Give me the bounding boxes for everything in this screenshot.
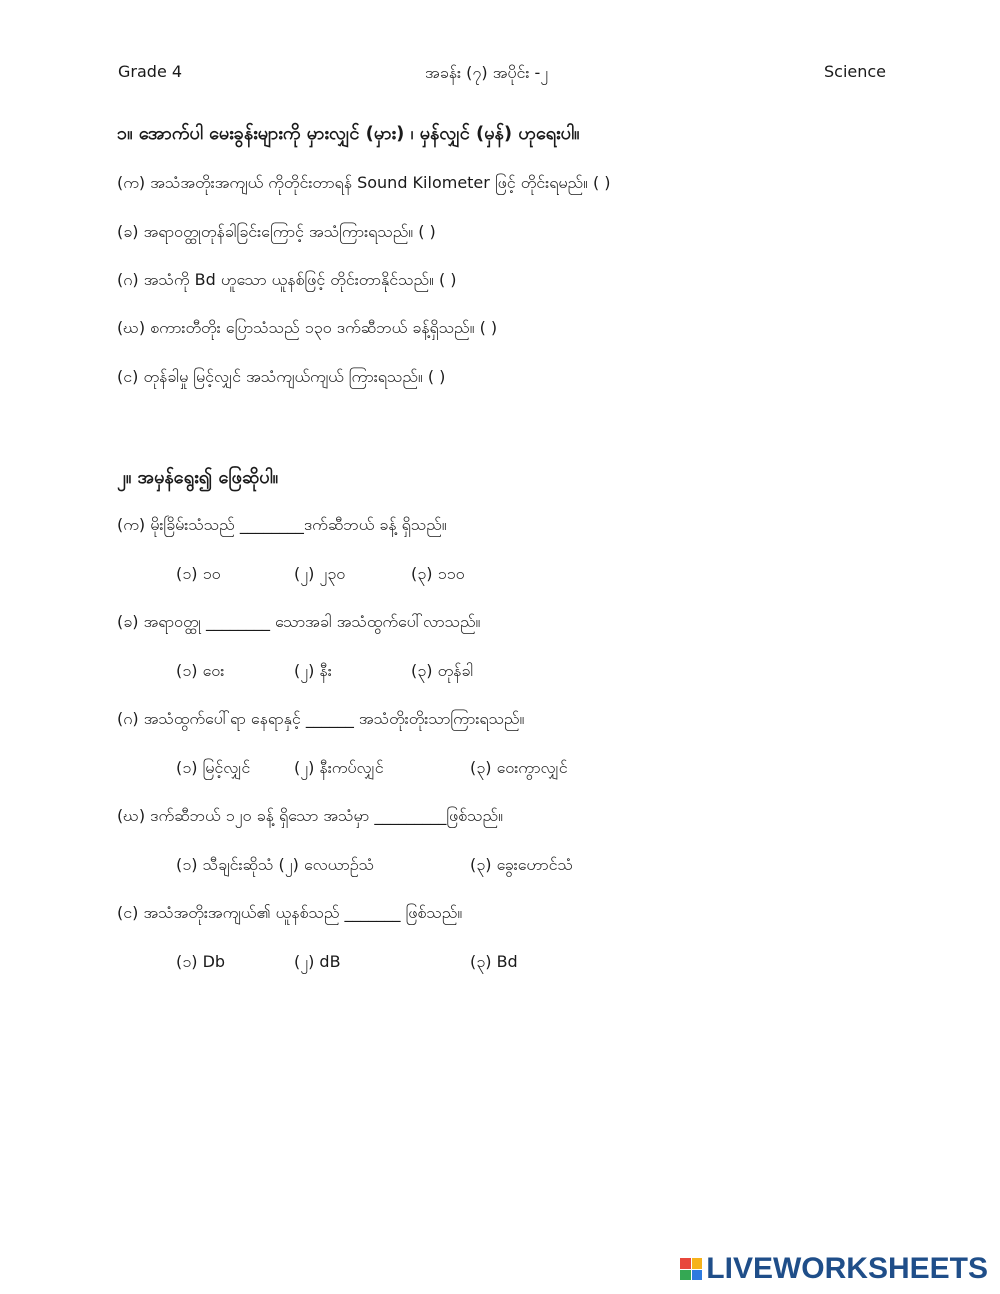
lesson-label: အခန်း (၇) အပိုင်း -၂ [425,63,549,82]
mc-question-5: (င) အသံအတိုးအကျယ်၏ ယူနစ်သည် _______ ဖြစ်သည်။ [117,903,463,922]
mc-option: (၂) ၂၃၀ [294,564,346,583]
tf-item-5: (င) တုန်ခါမှု မြင့်လျှင် အသံကျယ်ကျယ် ကြားရသည်။ ( ) [117,367,446,386]
section1-title: ၁။ အောက်ပါ မေးခွန်းများကို မှားလျှင် (မှား) ၊ မှန်လျှင် (မှန်) ဟုရေးပါ။ [117,123,580,144]
logo-square [692,1258,703,1269]
mc-option: (၁) Db [176,952,226,971]
logo-square [692,1270,703,1281]
subject-label: Science [824,62,887,81]
mc-option: (၁) သီချင်းဆိုသံ (၂) လေယာဉ်သံ [176,855,375,874]
mc-option: (၁) ဝေး [176,661,225,680]
mc-option: (၁) ၁၀ [176,564,221,583]
mc-option: (၂) နီးကပ်လျှင် [294,758,384,777]
liveworksheets-logo[interactable] [680,1252,988,1286]
mc-option: (၃) ဝေးကွာလျှင် [470,758,568,777]
tf-item-3: (ဂ) အသံကို Bd ဟူသော ယူနစ်ဖြင့် တိုင်းတာနိုင်သည်။ ( ) [117,270,457,289]
logo-square [680,1258,691,1269]
grade-label: Grade 4 [118,62,183,81]
mc-question-3: (ဂ) အသံထွက်ပေါ်ရာ နေရာနှင့် ______ အသံတိုးတိုးသာကြားရသည်။ [117,709,525,728]
mc-option: (၂) dB [294,952,341,971]
tf-item-1: (က) အသံအတိုးအကျယ် ကိုတိုင်းတာရန် Sound Kilometer ဖြင့် တိုင်းရမည်။ ( ) [117,173,611,192]
tf-item-2: (ခ) အရာဝတ္ထုတုန်ခါခြင်းကြောင့် အသံကြားရသည်။ ( ) [117,222,436,241]
mc-option: (၁) မြင့်လျှင် [176,758,251,777]
mc-option: (၃) ခွေးဟောင်သံ [470,855,573,874]
mc-option: (၃) Bd [470,952,518,971]
mc-question-4: (ဃ) ဒက်ဆီဘယ် ၁၂၀ ခန့် ရှိသော အသံမှာ _________ဖြစ်သည်။ [117,806,503,825]
logo-square [680,1270,691,1281]
mc-question-2: (ခ) အရာဝတ္ထု ________ သောအခါ အသံထွက်ပေါ်လာသည်။ [117,612,481,631]
tf-item-4: (ဃ) စကားတီတိုး ပြောသံသည် ၁၃၀ ဒက်ဆီဘယ် ခန့်ရှိသည်။ ( ) [117,318,498,337]
mc-option: (၃) ၁၁၀ [411,564,465,583]
section2-title: ၂။ အမှန်ရွေး၍ ဖြေဆိုပါ။ [117,467,279,488]
mc-option: (၂) နီး [294,661,332,680]
mc-question-1: (က) မိုးခြိမ်းသံသည် ________ဒက်ဆီဘယ် ခန့် ရှိသည်။ [117,515,447,534]
logo-icon [680,1258,702,1280]
logo-text: LIVEWORKSHEETS [706,1252,988,1285]
mc-option: (၃) တုန်ခါ [411,661,474,680]
